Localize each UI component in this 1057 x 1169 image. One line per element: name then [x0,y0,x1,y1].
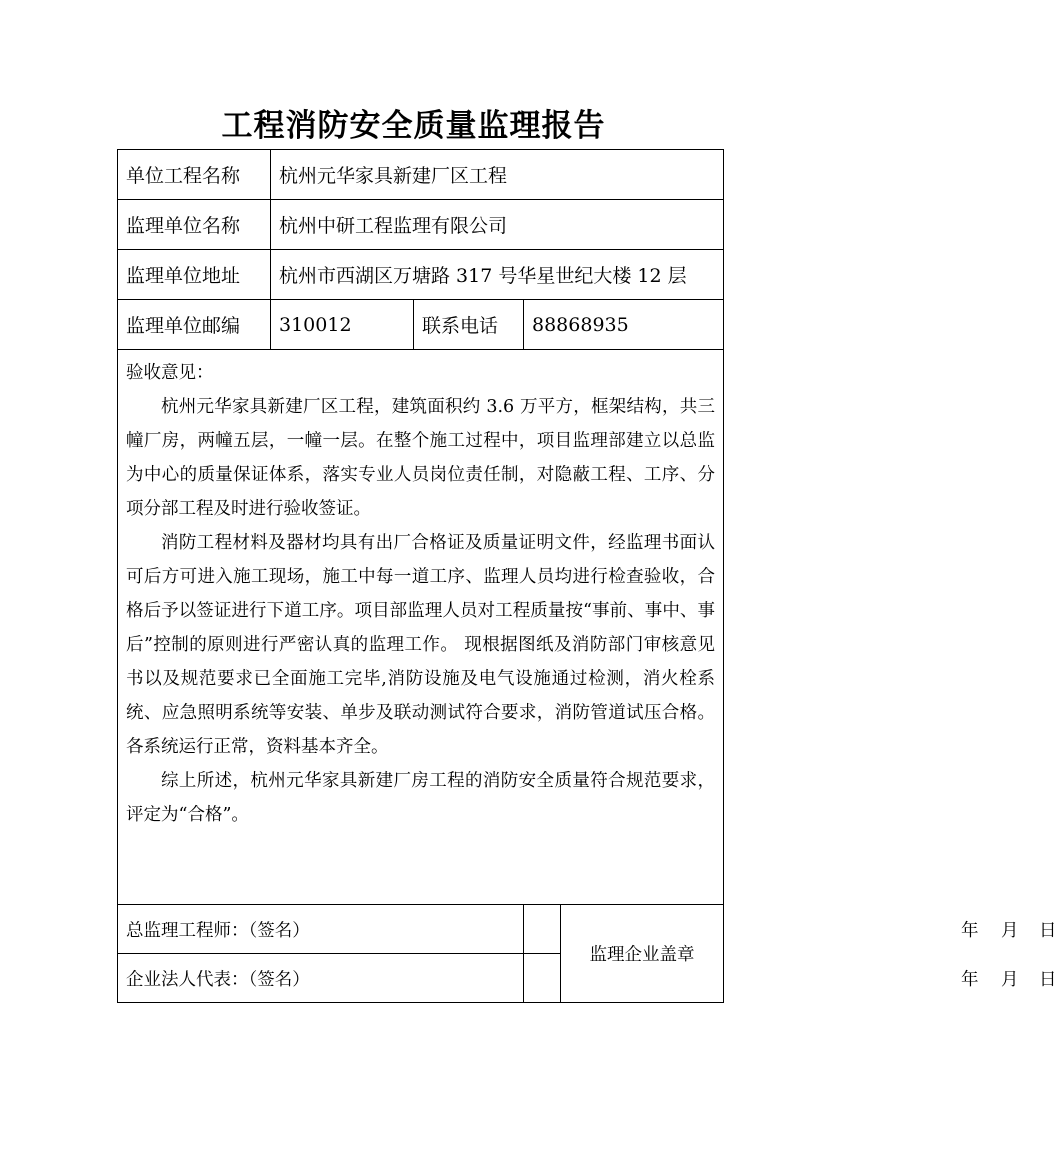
opinion-paragraph-2: 消防工程材料及器材均具有出厂合格证及质量证明文件，经监理书面认可后方可进入施工现场，施工中每一道工序、监理人员均进行检查验收，合格后予以签证进行下道工序。项目部监理人员对工程质量按“事前、事中、事后”控制的原则进行严密认真的监理工作。 现根据图纸及消防部门审核意见书以及规范要求已全面施工完毕,消防设施及电气设施通过检测，消火栓系统、应急照明系统等安装、单步及联动测试符合要求，消防管道试压合格。各系统运行正常，资料基本齐全。 [126,533,716,757]
supervisor-name-label: 监理单位名称 [118,200,271,250]
company-seal: 监理企业盖章 [561,905,724,1003]
chief-engineer-signature-label: 总监理工程师：（签名） [118,905,524,954]
phone-value: 88868935 [524,300,724,350]
opinion-paragraph-3: 综上所述，杭州元华家具新建厂房工程的消防安全质量符合规范要求，评定为“合格”。 [126,771,716,825]
postcode-value: 310012 [271,300,414,350]
supervisor-name-value: 杭州中研工程监理有限公司 [271,200,724,250]
row-postcode-phone [118,300,724,350]
opinion-heading: 验收意见： [126,363,214,383]
supervisor-address-label: 监理单位地址 [118,250,271,300]
legal-rep-signature-label: 企业法人代表：（签名） [118,954,524,1003]
report-table [117,149,1057,1003]
row-supervisor-address [118,250,724,300]
project-name-label: 单位工程名称 [118,150,271,200]
supervisor-address-value: 杭州市西湖区万塘路 317 号华星世纪大楼 12 层 [271,250,724,300]
opinion-paragraph-1: 杭州元华家具新建厂区工程，建筑面积约 3.6 万平方，框架结构，共三幢厂房，两幢五层，一幢一层。在整个施工过程中，项目监理部建立以总监为中心的质量保证体系，落实专业人员岗位责任制，对隐蔽工程、工序、分项分部工程及时进行验收签证。 [126,397,716,519]
month-label: 月 [1001,921,1019,941]
row-project-name [118,150,724,200]
year-label: 年 [961,921,979,941]
row-supervisor-name [118,200,724,250]
phone-label: 联系电话 [414,300,524,350]
postcode-label: 监理单位邮编 [118,300,271,350]
row-opinion [118,350,724,905]
report-title: 工程消防安全质量监理报告 [221,108,606,144]
year-label: 年 [961,970,979,990]
project-name-value: 杭州元华家具新建厂区工程 [271,150,724,200]
chief-engineer-date [524,905,1057,954]
day-label: 日 [1039,970,1057,990]
month-label: 月 [1001,970,1019,990]
row-chief-engineer-signature [118,905,724,954]
acceptance-opinion [118,350,724,905]
day-label: 日 [1039,921,1057,941]
